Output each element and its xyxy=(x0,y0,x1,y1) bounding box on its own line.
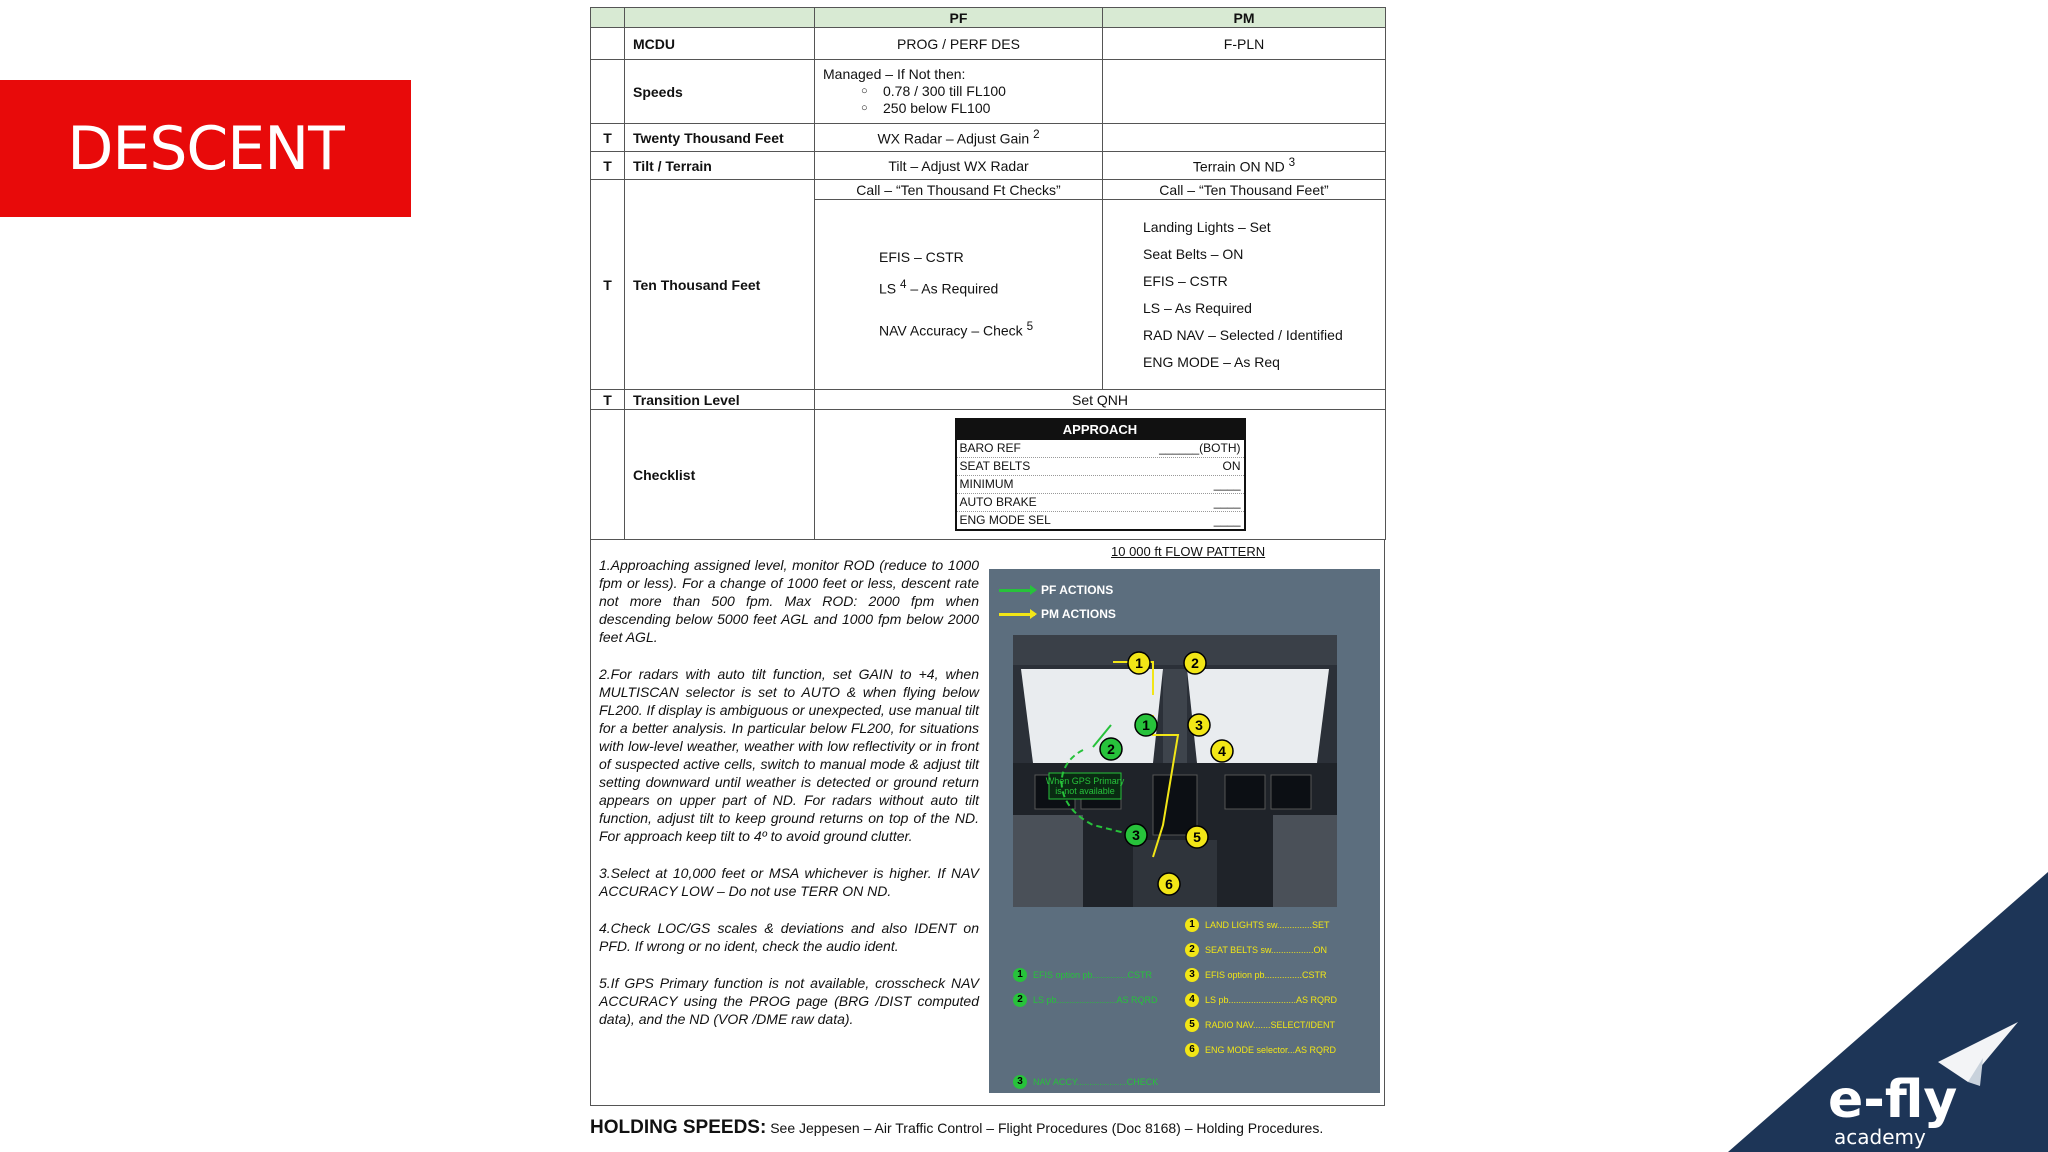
pf-cell: PROG / PERF DES xyxy=(815,28,1103,60)
row-marker: T xyxy=(591,390,625,410)
step-text: EFIS option pb...............CSTR xyxy=(1205,969,1327,980)
speeds-sub-item: ○ 250 below FL100 xyxy=(823,100,1094,117)
pm-item: RAD NAV – Selected / Identified xyxy=(1143,326,1343,343)
checklist-value: ____ xyxy=(1213,495,1241,509)
gps-note-line: When GPS Primary xyxy=(1045,776,1125,786)
flow-pattern-title: 10 000 ft FLOW PATTERN xyxy=(1111,544,1266,559)
pf-step-list xyxy=(1013,962,1158,1012)
row-item-label: Twenty Thousand Feet xyxy=(625,124,815,152)
step-text: EFIS option pb..............CSTR xyxy=(1033,969,1153,980)
step-text: SEAT BELTS sw.................ON xyxy=(1205,944,1328,955)
row-item-label: Checklist xyxy=(625,410,815,540)
footnote-4: 4.Check LOC/GS scales & deviations and also IDENT on PFD. If wrong or no ident, check the audio ident. xyxy=(599,920,979,954)
row-transition-level xyxy=(591,390,1386,410)
checklist-line xyxy=(957,494,1244,512)
holding-speeds-label: HOLDING SPEEDS: xyxy=(590,1117,767,1138)
efly-academy-logo xyxy=(1728,872,2048,1152)
footnotes xyxy=(599,556,979,1047)
row-item-label: Transition Level xyxy=(625,390,815,410)
footnote-ref: 4 xyxy=(900,278,907,292)
svg-text:3: 3 xyxy=(1195,717,1203,733)
legend-pm-label: PM ACTIONS xyxy=(1041,607,1116,621)
row-marker xyxy=(591,410,625,540)
step-text: LS pb...........................AS RQRD xyxy=(1205,994,1338,1005)
step-text: LAND LIGHTS sw..............SET xyxy=(1205,919,1330,930)
header-pf: PF xyxy=(815,8,1103,28)
row-tilt-terrain xyxy=(591,152,1386,180)
step-number: 2 xyxy=(1013,993,1027,1007)
pm-item: ENG MODE – As Req xyxy=(1143,353,1280,370)
legend-pf xyxy=(999,583,1113,597)
logo-main-text: e-fly xyxy=(1828,1070,1958,1130)
svg-text:5: 5 xyxy=(1193,829,1201,845)
yellow-arrow-icon xyxy=(999,613,1035,616)
pf-item xyxy=(879,313,1102,345)
footnote-ref: 3 xyxy=(1288,156,1296,170)
row-item-label: Tilt / Terrain xyxy=(625,152,815,180)
step-text: ENG MODE selector...AS RQRD xyxy=(1205,1044,1337,1055)
step-number: 4 xyxy=(1185,993,1199,1007)
header-blank-item xyxy=(625,8,815,28)
pf-step xyxy=(1013,962,1158,987)
row-marker: T xyxy=(591,180,625,390)
checklist-label: MINIMUM xyxy=(959,477,1014,491)
holding-speeds-text: See Jeppesen – Air Traffic Control – Flight Procedures (Doc 8168) – Holding Procedures. xyxy=(770,1120,1324,1136)
pm-step-list xyxy=(1185,912,1337,1062)
pm-item: Landing Lights – Set xyxy=(1143,218,1271,235)
checklist-value: ON xyxy=(1222,459,1241,473)
checklist-value: ____ xyxy=(1213,477,1241,491)
checklist-title: APPROACH xyxy=(957,420,1244,440)
speeds-managed-text: Managed – If Not then: xyxy=(823,66,966,82)
pf-callout: Call – “Ten Thousand Ft Checks” xyxy=(815,180,1103,200)
row-item-label: Ten Thousand Feet xyxy=(625,180,815,390)
green-arrow-icon xyxy=(999,589,1035,592)
svg-text:1: 1 xyxy=(1135,655,1143,671)
pf-text: WX Radar – Adjust Gain xyxy=(877,130,1030,147)
procedure-document xyxy=(590,7,1385,1097)
legend-pf-label: PF ACTIONS xyxy=(1041,583,1114,597)
svg-text:6: 6 xyxy=(1165,876,1173,892)
step-number: 3 xyxy=(1185,968,1199,982)
checklist-cell xyxy=(815,410,1386,540)
step-text: NAV ACCY....................CHECK xyxy=(1033,1076,1159,1087)
holding-speeds-note xyxy=(590,1117,1323,1139)
notes-and-flow-section xyxy=(590,540,1385,1106)
speeds-sub-item: ○ 0.78 / 300 till FL100 xyxy=(823,83,1094,100)
section-title-banner xyxy=(0,80,411,217)
row-speeds xyxy=(591,60,1386,124)
checklist-label: AUTO BRAKE xyxy=(959,495,1037,509)
checklist-label: SEAT BELTS xyxy=(959,459,1031,473)
pf-cell: Tilt – Adjust WX Radar xyxy=(815,152,1103,180)
header-blank-t xyxy=(591,8,625,28)
svg-text:4: 4 xyxy=(1218,743,1226,759)
table-header-row xyxy=(591,8,1386,28)
pm-step xyxy=(1185,1012,1337,1037)
step-number: 5 xyxy=(1185,1018,1199,1032)
step-text: RADIO NAV.......SELECT/IDENT xyxy=(1205,1019,1336,1030)
procedure-table xyxy=(590,7,1386,540)
flow-pattern-panel xyxy=(989,569,1380,1093)
pf-step xyxy=(1013,1069,1158,1094)
row-marker xyxy=(591,28,625,60)
pm-item: LS – As Required xyxy=(1143,299,1252,316)
footnote-ref: 5 xyxy=(1026,320,1034,333)
pm-step xyxy=(1185,962,1337,987)
cockpit-image xyxy=(1013,635,1337,907)
step-text: LS pb........................AS RQRD xyxy=(1033,994,1158,1005)
checklist-label: ENG MODE SEL xyxy=(959,513,1051,527)
legend-pm xyxy=(999,607,1116,621)
pm-cell xyxy=(1103,124,1386,152)
pm-cell xyxy=(1103,60,1386,124)
pm-step xyxy=(1185,987,1337,1012)
step-number: 6 xyxy=(1185,1043,1199,1057)
row-item-label: MCDU xyxy=(625,28,815,60)
row-marker xyxy=(591,60,625,124)
header-pm: PM xyxy=(1103,8,1386,28)
pf-step xyxy=(1013,987,1158,1012)
pm-step xyxy=(1185,912,1337,937)
logo-sub-text: academy xyxy=(1834,1125,1926,1149)
checklist-line xyxy=(957,458,1244,476)
svg-text:1: 1 xyxy=(1142,717,1150,733)
pf-cell xyxy=(815,124,1103,152)
row-ten-thousand-calls xyxy=(591,180,1386,200)
pf-item xyxy=(879,271,1102,303)
footnote-3: 3.Select at 10,000 feet or MSA whichever is higher. If NAV ACCURACY LOW – Do not use TERR ON ND. xyxy=(599,865,979,899)
pm-cell: F-PLN xyxy=(1103,28,1386,60)
checklist-line xyxy=(957,440,1244,458)
pm-step xyxy=(1185,937,1337,962)
footnote-1: 1.Approaching assigned level, monitor ROD (reduce to 1000 fpm or less). For a change of 1000 feet or less, descent rate not more than 500 fpm. Max ROD: 2000 fpm when descending below 5000 feet AGL and 1000 fpm below 2000 feet AGL. xyxy=(599,557,979,645)
pf-item-ls-req: – As Required xyxy=(910,281,999,297)
checklist-label: BARO REF xyxy=(959,441,1021,455)
pm-cell xyxy=(1103,200,1386,390)
svg-text:3: 3 xyxy=(1132,827,1140,843)
pm-callout: Call – “Ten Thousand Feet” xyxy=(1103,180,1386,200)
checklist-value: ______(BOTH) xyxy=(1159,441,1241,455)
pm-cell xyxy=(1103,152,1386,180)
approach-checklist-card xyxy=(955,418,1246,531)
svg-text:2: 2 xyxy=(1107,741,1115,757)
pf-cell xyxy=(815,200,1103,390)
section-title: DESCENT xyxy=(67,113,344,184)
row-twenty-thousand xyxy=(591,124,1386,152)
row-item-label: Speeds xyxy=(625,60,815,124)
step-number: 1 xyxy=(1013,968,1027,982)
step-number: 2 xyxy=(1185,943,1199,957)
pm-item: EFIS – CSTR xyxy=(1143,272,1228,289)
checklist-line xyxy=(957,512,1244,529)
pm-step xyxy=(1185,1037,1337,1062)
row-mcdu xyxy=(591,28,1386,60)
pf-item-nav: NAV Accuracy – Check xyxy=(879,322,1023,339)
pm-text: Terrain ON ND xyxy=(1192,158,1285,175)
step-number: 3 xyxy=(1013,1075,1027,1089)
row-marker: T xyxy=(591,124,625,152)
cockpit-illustration xyxy=(1013,635,1337,907)
pm-item: Seat Belts – ON xyxy=(1143,245,1244,262)
pf-step-list-bottom xyxy=(1013,1069,1158,1094)
transition-value: Set QNH xyxy=(815,390,1386,410)
footnote-5: 5.If GPS Primary function is not available, crosscheck NAV ACCURACY using the PROG page (BRG /DIST computed data), and the ND (VOR /DME raw data). xyxy=(599,975,979,1027)
checklist-value: ____ xyxy=(1213,513,1241,527)
row-checklist xyxy=(591,410,1386,540)
pf-item-ls: LS xyxy=(879,281,897,297)
pf-cell xyxy=(815,60,1103,124)
footnote-2: 2.For radars with auto tilt function, set GAIN to +4, when MULTISCAN selector is set to AUTO & when flying below FL200. If display is ambiguous or unexpected, use manual tilt for a better analysis. In particular below FL200, for situations with low-level weather, weather with low reflectivity or in front of suspected active cells, switch to manual mode & adjust tilt setting downward until weather is detected or ground return appears on upper part of ND. For radars without auto tilt function, adjust tilt to keep ground returns on top of the ND. For approach keep tilt to 4º to avoid ground clutter. xyxy=(599,666,979,844)
row-marker: T xyxy=(591,152,625,180)
footnote-ref: 2 xyxy=(1033,128,1040,142)
svg-text:2: 2 xyxy=(1191,655,1199,671)
step-number: 1 xyxy=(1185,918,1199,932)
pf-item: EFIS – CSTR xyxy=(879,249,964,266)
checklist-line xyxy=(957,476,1244,494)
gps-note-line: is not available xyxy=(1055,786,1115,796)
